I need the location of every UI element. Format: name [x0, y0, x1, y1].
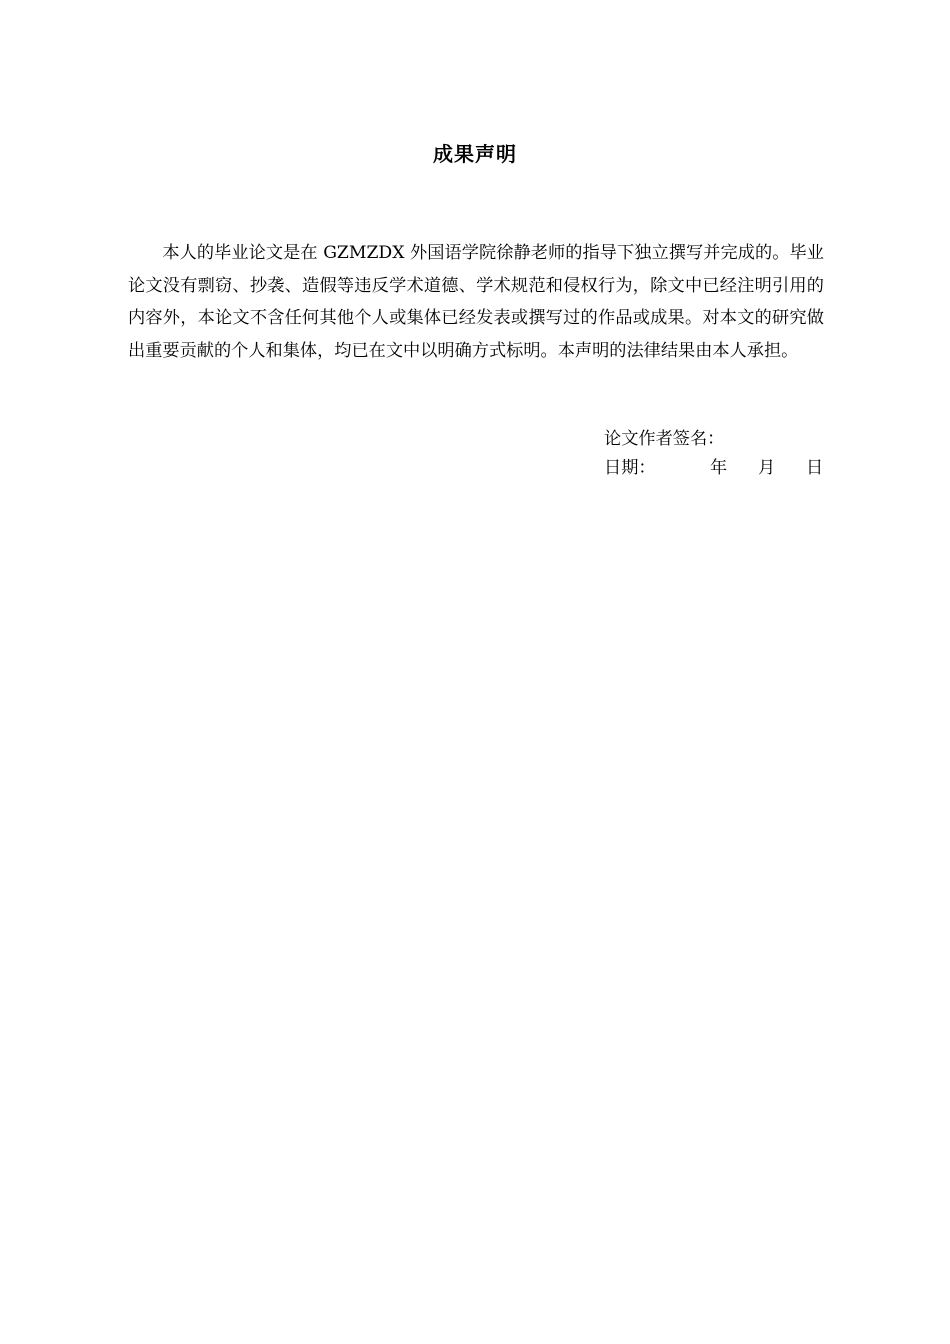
page-title: 成果声明	[433, 142, 517, 166]
declaration-paragraph: 本人的毕业论文是在 GZMZDX 外国语学院徐静老师的指导下独立撰写并完成的。毕业论文没有剽窃、抄袭、造假等违反学术道德、学术规范和侵权行为，除文中已经注明引用的内容外，本论文不含任何其他个人或集体已经发表或撰写过的作品或成果。对本文的研究做出重要贡献的个人和集体，均已在文中以明确方式标明。本声明的法律结果由本人承担。	[128, 243, 824, 361]
year-label: 年	[710, 458, 728, 478]
signature-label: 论文作者签名：	[604, 429, 725, 449]
date-line	[604, 454, 834, 483]
date-label: 日期：	[604, 458, 656, 478]
month-label: 月	[758, 458, 776, 478]
day-label: 日	[806, 458, 824, 478]
signature-block	[604, 425, 834, 483]
